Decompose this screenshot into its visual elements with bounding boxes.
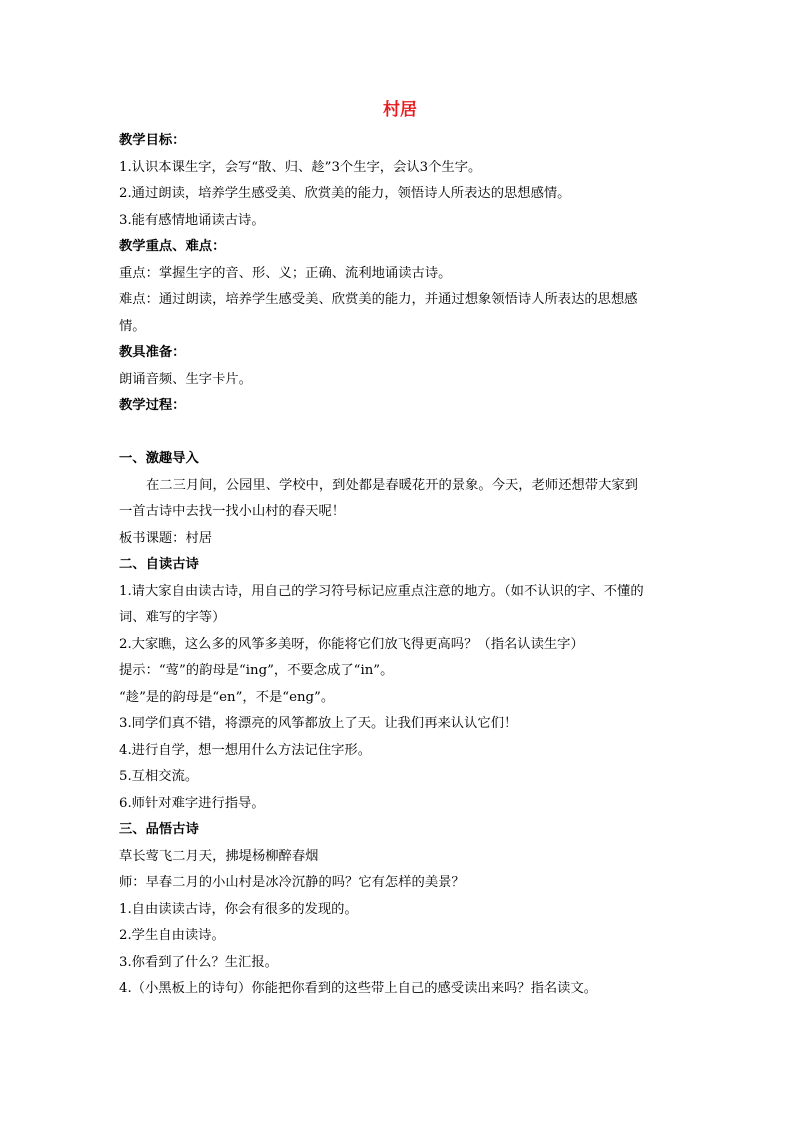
section-3-poem-line: 草长莺飞二月天，拂堤杨柳醉春烟 [119, 848, 319, 864]
section-2-item-3: 3.同学们真不错，将漂亮的风筝都放上了天。让我们再来认认它们！ [119, 716, 518, 731]
section-2-item-1-line-1: 1.请大家自由读古诗，用自己的学习符号标记应重点注意的地方。（如不认识的字、不懂的 [119, 583, 644, 599]
section-3-item-3: 3.你看到了什么？生汇报。 [119, 954, 278, 970]
goal-item-1: 1.认识本课生字，会写“散、归、趁”3个生字，会认3个生字。 [119, 159, 482, 175]
materials-text: 朗诵音频、生字卡片。 [119, 371, 252, 387]
section-2-item-5: 5.互相交流。 [119, 769, 199, 784]
blank-line [119, 420, 689, 447]
section-3-item-2: 2.学生自由读诗。 [119, 928, 225, 943]
section-3-item-4: 4.（小黑板上的诗句）你能把你看到的这些带上自己的感受读出来吗？指名读文。 [119, 981, 598, 996]
section-2-item-6: 6.师针对难字进行指导。 [119, 795, 265, 811]
section-2-tip-1: 提示：“莺”的韵母是“ing”，不要念成了“in”。 [119, 663, 394, 678]
section-1-heading: 一、激趣导入 [119, 451, 199, 466]
materials-heading: 教具准备： [119, 345, 186, 360]
goal-item-2: 2.通过朗读，培养学生感受美、欣赏美的能力，领悟诗人所表达的思想感情。 [119, 186, 571, 201]
section-3-item-1: 1.自由读读古诗，你会有很多的发现的。 [119, 901, 358, 917]
section-2-item-2: 2.大家瞧，这么多的风筝多美呀，你能将它们放飞得更高吗？（指名认读生字） [119, 636, 584, 652]
section-3-heading: 三、品悟古诗 [119, 822, 199, 837]
section-2-heading: 二、自读古诗 [119, 557, 199, 572]
goal-item-3: 3.能有感情地诵读古诗。 [119, 212, 265, 228]
section-3-teacher-question: 师：早春二月的小山村是冰冷沉静的吗？它有怎样的美景？ [119, 875, 465, 890]
section-1-board-title: 板书课题：村居 [119, 530, 213, 546]
section-2-tip-2: “趁”是的韵母是“en”，不是“eng”。 [119, 689, 335, 705]
goals-heading: 教学目标： [119, 133, 186, 148]
key-points-heading: 教学重点、难点： [119, 239, 226, 254]
section-2-item-4: 4.进行自学，想一想用什么方法记住字形。 [119, 742, 372, 758]
document-title: 村居 [383, 100, 417, 120]
difficult-point-line-1: 难点：通过朗读，培养学生感受美、欣赏美的能力，并通过想象领悟诗人所表达的思想感 [119, 292, 638, 307]
section-2-item-1-line-2: 词、难写的字等） [119, 610, 226, 625]
key-point-text: 重点：掌握生字的音、形、义；正确、流利地诵读古诗。 [119, 265, 452, 281]
difficult-point-line-2: 情。 [119, 318, 146, 334]
document-body [119, 128, 689, 1003]
process-heading: 教学过程： [119, 398, 186, 413]
section-1-paragraph-line-2: 一首古诗中去找一找小山村的春天呢！ [119, 504, 346, 519]
section-1-paragraph-line-1: 在二三月间，公园里、学校中，到处都是春暖花开的景象。今天，老师还想带大家到 [146, 477, 638, 493]
